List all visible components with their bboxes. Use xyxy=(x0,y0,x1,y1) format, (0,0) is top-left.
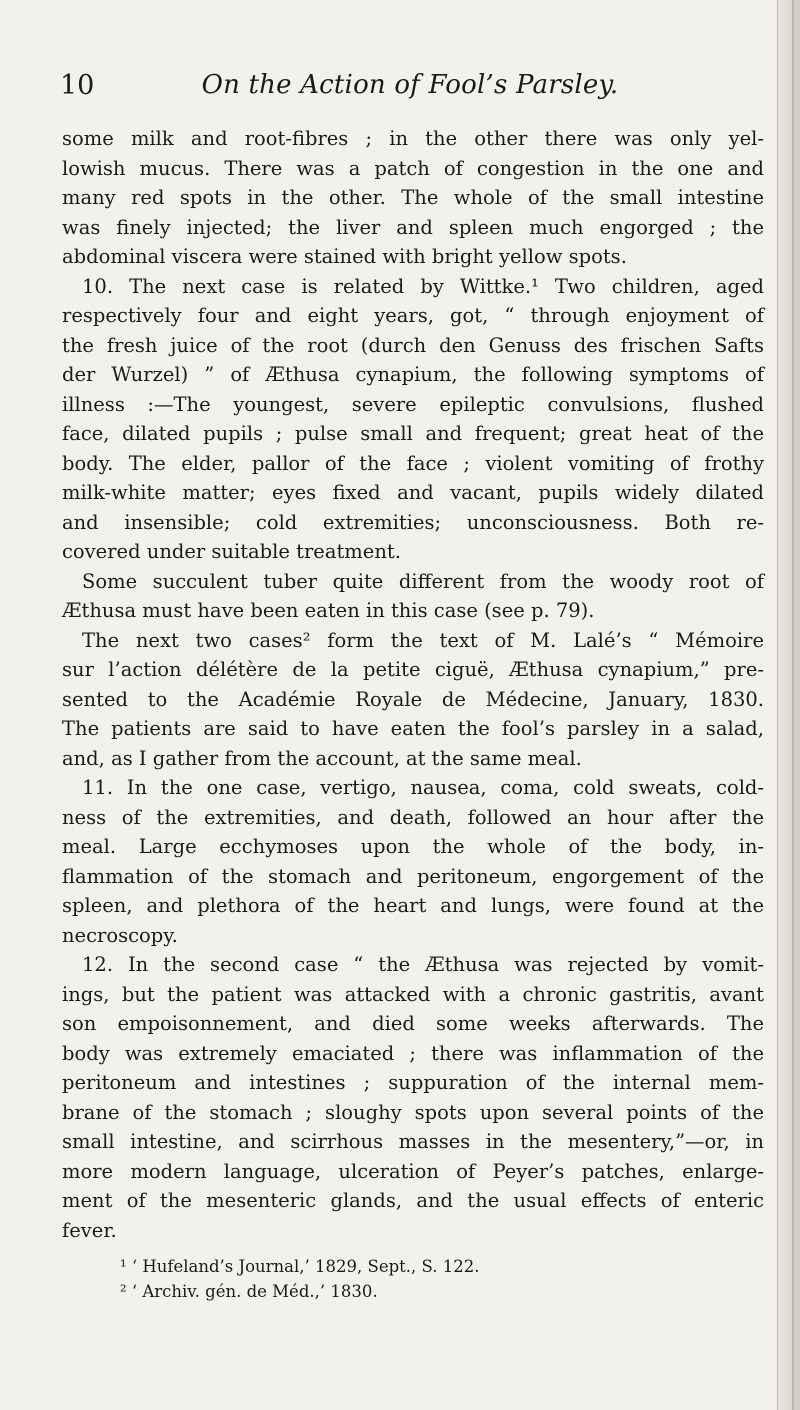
text-line: small intestine, and scirrhous masses in the mesentery,”—or, in xyxy=(62,1130,764,1153)
text-line: lowish mucus. There was a patch of congestion in the one and xyxy=(62,156,764,180)
footnote-1: ¹ ‘ Hufeland’s Journal,’ 1829, Sept., S. 122. xyxy=(120,1257,480,1276)
text-line: illness :—The youngest, severe epileptic convulsions, flushed xyxy=(62,392,764,416)
text-line: and, as I gather from the account, at the same meal. xyxy=(62,746,582,770)
page-header xyxy=(60,70,760,110)
text-line: 12. In the second case “ the Æthusa was rejected by vomit- xyxy=(82,953,764,976)
text-line: The next two cases² form the text of M. Lalé’s “ Mémoire xyxy=(82,628,764,652)
text-line: Æthusa must have been eaten in this case (see p. 79). xyxy=(62,599,595,622)
text-line: the fresh juice of the root (durch den Genuss des frischen Safts xyxy=(62,333,764,357)
text-line: necroscopy. xyxy=(62,923,178,947)
page-number: 10 xyxy=(60,70,95,101)
page-edge xyxy=(777,0,800,1410)
text-line: der Wurzel) ” of Æthusa cynapium, the following symptoms of xyxy=(62,363,764,386)
text-line: face, dilated pupils ; pulse small and frequent; great heat of the xyxy=(62,422,764,445)
text-line: some milk and root-fibres ; in the other there was only yel- xyxy=(62,127,764,150)
text-line: and insensible; cold extremities; unconsciousness. Both re- xyxy=(62,510,764,534)
text-line: milk-white matter; eyes fixed and vacant, pupils widely dilated xyxy=(62,481,764,504)
text-line: ment of the mesenteric glands, and the usual effects of enteric xyxy=(62,1189,764,1212)
body-text xyxy=(62,124,764,1245)
text-line: ings, but the patient was attacked with a chronic gastritis, avant xyxy=(62,982,764,1006)
text-line: fever. xyxy=(62,1218,117,1242)
page-edge-shadow xyxy=(792,0,794,1410)
running-title: On the Action of Fool’s Parsley. xyxy=(201,70,619,100)
text-line: The patients are said to have eaten the fool’s parsley in a salad, xyxy=(62,717,764,740)
text-line: sur l’action délétère de la petite ciguë, Æthusa cynapium,” pre- xyxy=(62,658,764,681)
text-line: meal. Large ecchymoses upon the whole of the body, in- xyxy=(62,835,764,858)
footnote-2: ² ‘ Archiv. gén. de Méd.,’ 1830. xyxy=(120,1282,378,1301)
text-line: brane of the stomach ; sloughy spots upon several points of the xyxy=(62,1100,764,1124)
text-line: ness of the extremities, and death, followed an hour after the xyxy=(62,805,764,829)
text-line: spleen, and plethora of the heart and lungs, were found at the xyxy=(62,894,764,917)
text-line: many red spots in the other. The whole of the small intestine xyxy=(62,186,764,209)
footnotes xyxy=(120,1254,680,1304)
text-line: body. The elder, pallor of the face ; violent vomiting of frothy xyxy=(62,451,764,475)
text-line: sented to the Académie Royale de Médecine, January, 1830. xyxy=(62,687,764,711)
text-line: more modern language, ulceration of Peyer’s patches, enlarge- xyxy=(62,1159,764,1183)
text-line: was finely injected; the liver and spleen much engorged ; the xyxy=(62,215,764,239)
text-line: 10. The next case is related by Wittke.¹ Two children, aged xyxy=(82,274,764,298)
text-line: peritoneum and intestines ; suppuration of the internal mem- xyxy=(62,1071,764,1094)
text-line: 11. In the one case, vertigo, nausea, coma, cold sweats, cold- xyxy=(82,776,764,799)
text-line: covered under suitable treatment. xyxy=(62,540,401,563)
text-line: abdominal viscera were stained with bright yellow spots. xyxy=(62,245,627,268)
text-line: son empoisonnement, and died some weeks afterwards. The xyxy=(62,1012,764,1035)
text-line: flammation of the stomach and peritoneum, engorgement of the xyxy=(62,864,764,888)
text-line: respectively four and eight years, got, “ through enjoyment of xyxy=(62,304,764,327)
text-line: body was extremely emaciated ; there was inflammation of the xyxy=(62,1041,764,1065)
text-line: Some succulent tuber quite different from the woody root of xyxy=(82,569,764,593)
